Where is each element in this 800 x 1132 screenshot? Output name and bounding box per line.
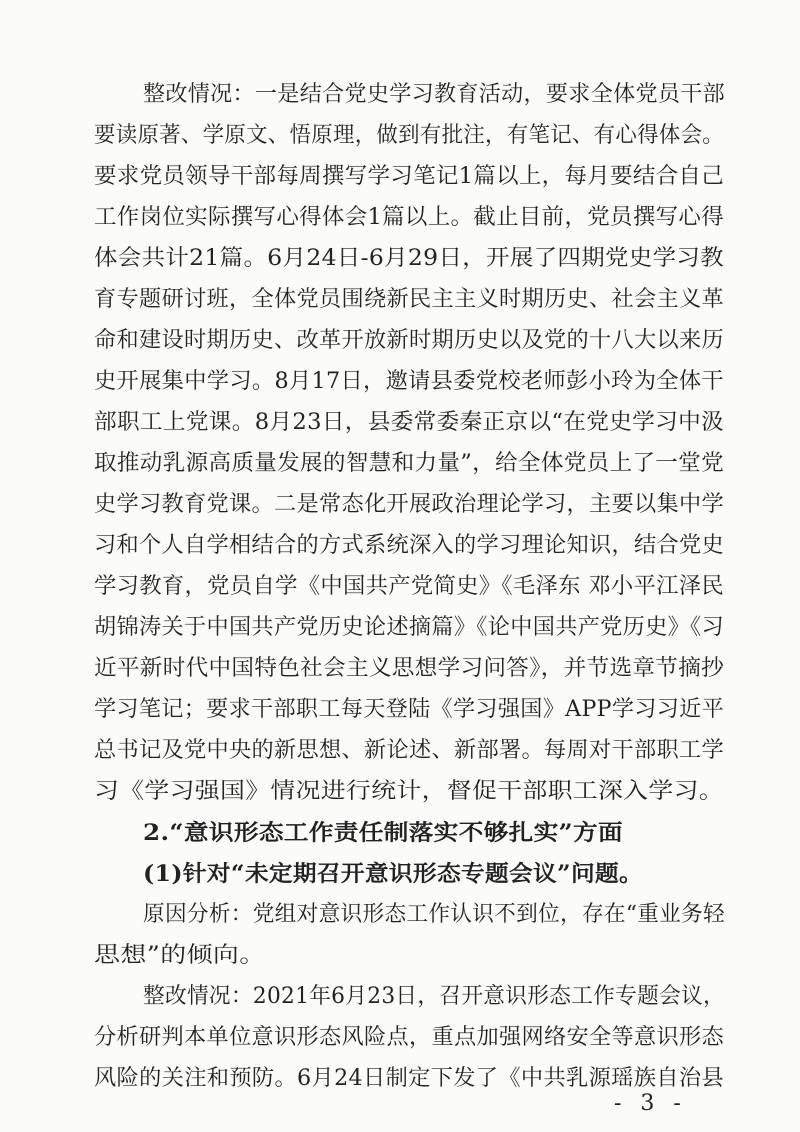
text-line: 习和个人自学相结合的方式系统深入的学习理论知识，结合党史 (94, 533, 725, 558)
text-line: 史开展集中学习。8月17日，邀请县委党校老师彭小玲为全体干 (94, 369, 724, 394)
text-line: 体会共计21篇。6月24日-6月29日，开展了四期党史学习教 (94, 246, 724, 271)
text-line: 命和建设时期历史、改革开放新时期历史以及党的十八大以来历 (94, 328, 725, 353)
text-line: 工作岗位实际撰写心得体会1篇以上。截止目前，党员撰写心得 (94, 205, 725, 230)
text-line: 近平新时代中国特色社会主义思想学习问答》，并节选章节摘抄 (94, 656, 725, 681)
text-line: 取推动乳源高质量发展的智慧和力量”，给全体党员上了一堂党 (94, 451, 724, 476)
text-line: 学习教育，党员自学《中国共产党简史》《毛泽东 邓小平江泽民 (94, 574, 725, 599)
text-line: 学习笔记；要求干部职工每天登陆《学习强国》APP学习习近平 (94, 697, 725, 722)
text-line: 史学习教育党课。二是常态化开展政治理论学习，主要以集中学 (94, 492, 725, 517)
subsection-heading: (1)针对“未定期召开意识形态专题会议”问题。 (143, 861, 644, 887)
text-line: 整改情况：一是结合党史学习教育活动，要求全体党员干部 (143, 82, 726, 107)
text-line: 整改情况：2021年6月23日，召开意识形态工作专题会议， (143, 984, 726, 1009)
text-line: 育专题研讨班，全体党员围绕新民主主义时期历史、社会主义革 (94, 287, 725, 312)
text-line: 原因分析：党组对意识形态工作认识不到位，存在“重业务轻 (143, 902, 726, 927)
text-line: 胡锦涛关于中国共产党历史论述摘篇》《论中国共产党历史》《习 (94, 615, 725, 640)
section-heading: 2.“意识形态工作责任制落实不够扎实”方面 (143, 820, 624, 846)
text-line: 思想”的倾向。 (94, 943, 266, 968)
text-line: 部职工上党课。8月23日，县委常委秦正京以“在党史学习中汲 (94, 410, 725, 435)
text-line: 要求党员领导干部每周撰写学习笔记1篇以上，每月要结合自己 (94, 164, 725, 189)
text-line: 习《学习强国》情况进行统计，督促干部职工深入学习。 (94, 779, 724, 804)
text-line: 风险的关注和预防。6月24日制定下发了《中共乳源瑶族自治县 (94, 1066, 724, 1091)
text-line: 总书记及党中央的新思想、新论述、新部署。每周对干部职工学 (94, 738, 725, 763)
text-line: 分析研判本单位意识形态风险点，重点加强网络安全等意识形态 (94, 1025, 725, 1050)
page-number: - 3 - (614, 1091, 687, 1116)
text-line: 要读原著、学原文、悟原理，做到有批注，有笔记、有心得体会。 (94, 123, 725, 148)
